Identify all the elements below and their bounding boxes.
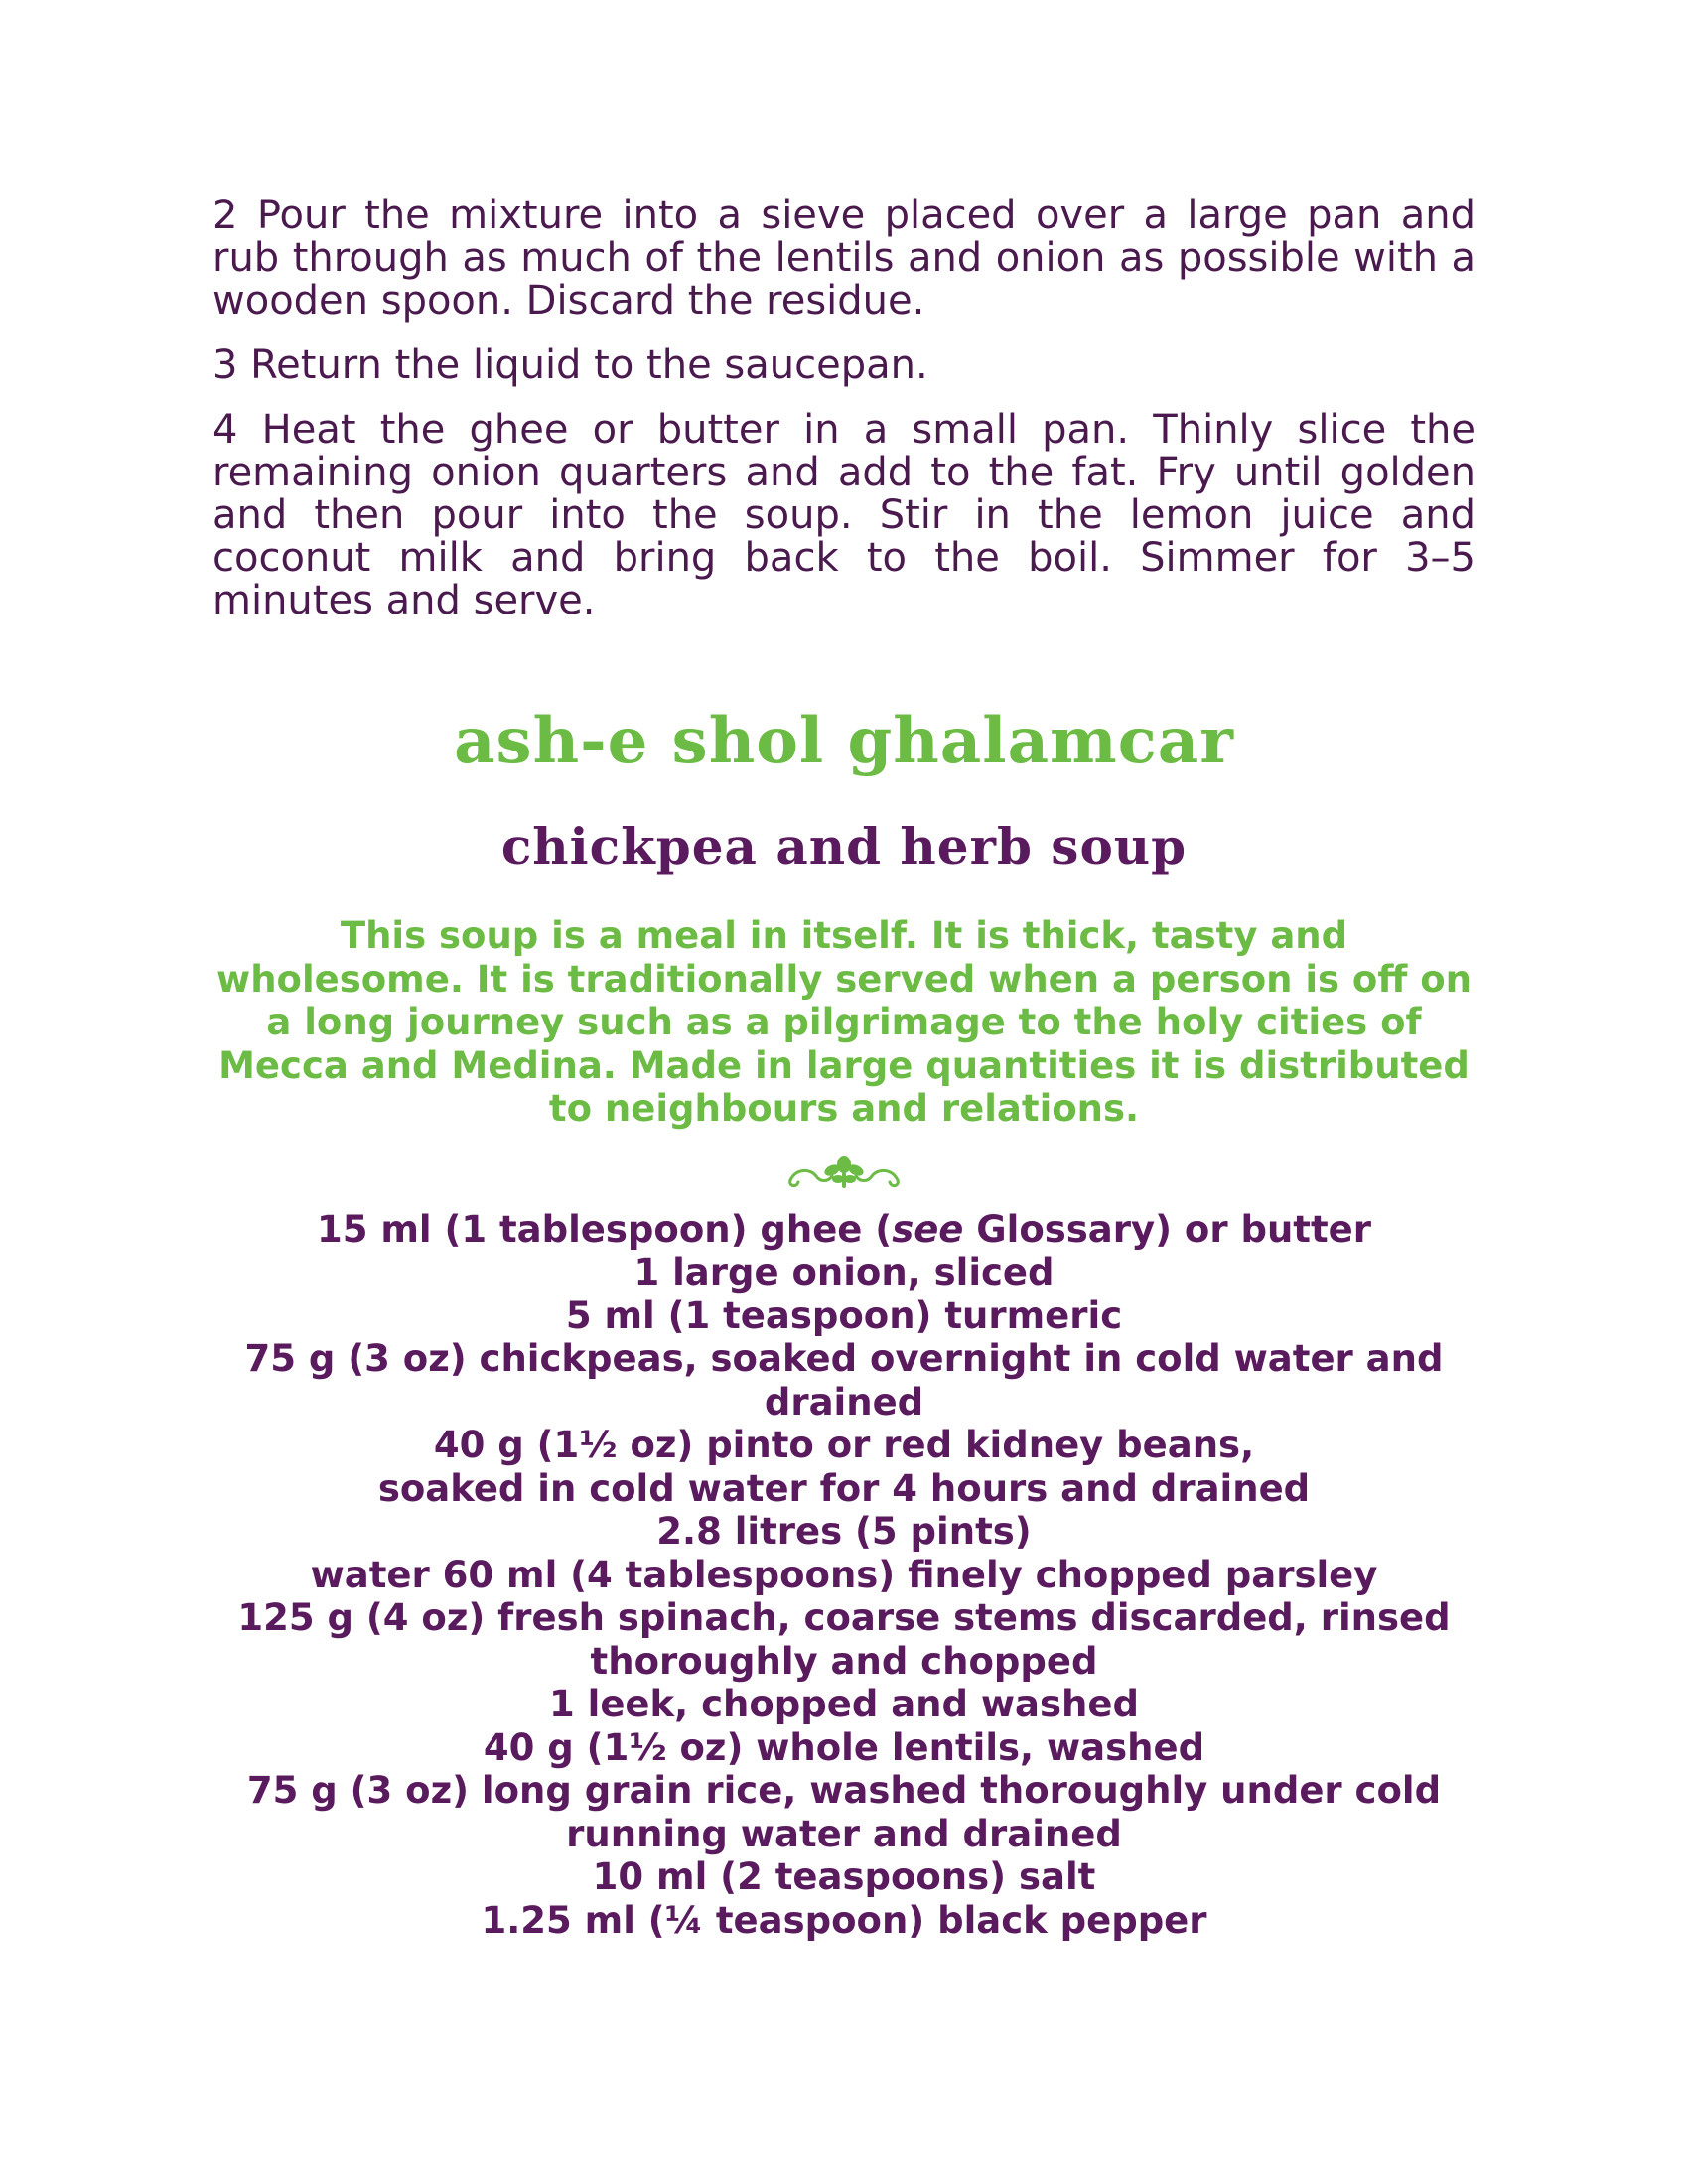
ingredient-item: 125 g (4 oz) fresh spinach, coarse stems discarded, rinsed thoroughly and chopped	[237, 1596, 1451, 1683]
ingredient-item: 5 ml (1 teaspoon) turmeric	[565, 1294, 1123, 1337]
method-step-2: 2 Pour the mixture into a sieve placed over a large pan and rub through as much of the lentils and onion as possible with a wooden spoon. Discard the residue.	[212, 193, 1476, 324]
recipe-intro: This soup is a meal in itself. It is thick, tasty and wholesome. It is traditionally served when a person is off on a long journey such as a pilgrimage to the holy cities of Mecca and Medina. Made in large quantities it is distributed to neighbours and relations.	[216, 914, 1472, 1130]
ingredient-item: 1 leek, chopped and washed	[549, 1683, 1139, 1725]
ingredient-item: 1 large onion, sliced	[633, 1251, 1055, 1294]
ingredient-item: 1.25 ml (¼ teaspoon) black pepper	[481, 1898, 1207, 1942]
ingredient-item: 40 g (1½ oz) whole lentils, washed	[483, 1725, 1205, 1769]
recipe-subtitle: chickpea and herb soup	[500, 817, 1188, 876]
method-step-3: 3 Return the liquid to the saucepan.	[212, 342, 928, 388]
ingredient-item: 15 ml (1 tablespoon) ghee (see Glossary) or butter	[316, 1207, 1372, 1251]
ingredient-item: 40 g (1½ oz) pinto or red kidney beans,	[433, 1424, 1255, 1466]
ingredients-list	[212, 1208, 1476, 1943]
ingredient-item: 10 ml (2 teaspoons) salt	[592, 1855, 1096, 1898]
ingredient-item: water 60 ml (4 tablespoons) finely chopped parsley	[310, 1553, 1378, 1596]
recipe-page	[212, 195, 1476, 1942]
method-step-4: 4 Heat the ghee or butter in a small pan. Thinly slice the remaining onion quarters and add to the fat. Fry until golden and then pour into the soup. Stir in the lemon juice and coconut milk and bring back to the boil. Simmer for 3–5 minutes and serve.	[212, 407, 1476, 623]
ingredient-item: soaked in cold water for 4 hours and drained	[377, 1466, 1311, 1510]
ingredient-item: 75 g (3 oz) long grain rice, washed thoroughly under cold running water and drained	[246, 1769, 1442, 1855]
ingredient-item: 2.8 litres (5 pints)	[656, 1510, 1032, 1553]
recipe-title: ash-e shol ghalamcar	[454, 704, 1234, 778]
ingredient-item: 75 g (3 oz) chickpeas, soaked overnight in cold water and drained	[244, 1337, 1444, 1424]
floral-flourish-icon	[782, 1151, 906, 1194]
